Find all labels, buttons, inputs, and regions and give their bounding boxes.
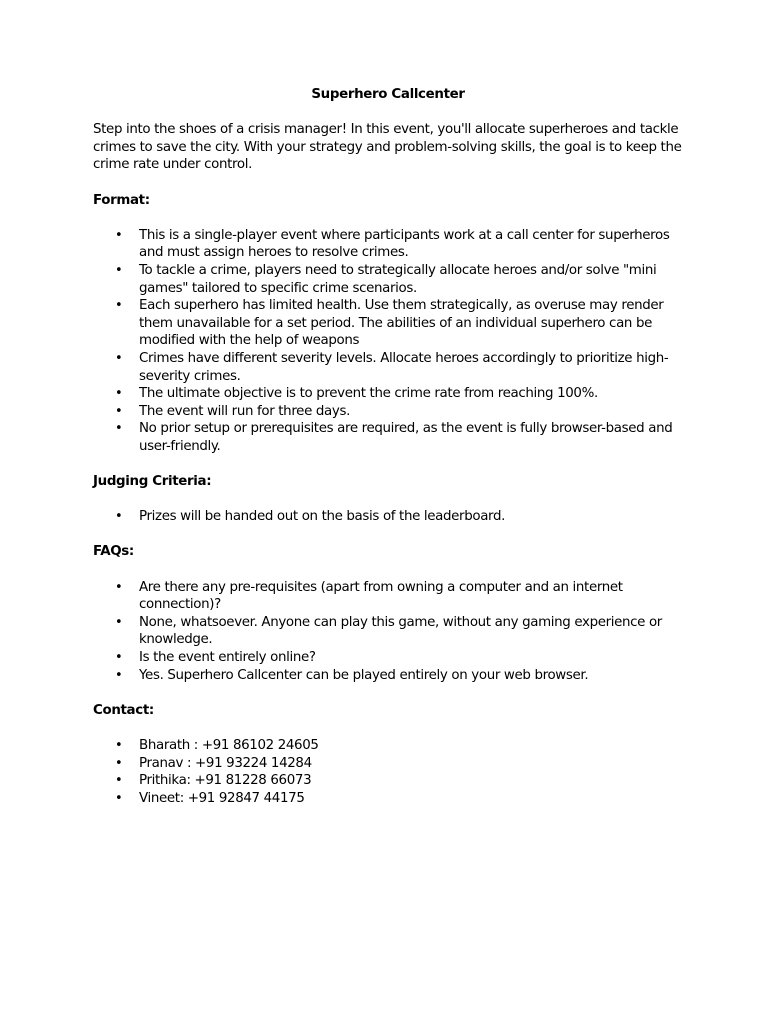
list-item: • No prior setup or prerequisites are required, as the event is fully browser-based and user-friendly. <box>139 420 683 455</box>
faqs-list <box>93 579 683 685</box>
document-page <box>93 86 683 825</box>
list-item: • Each superhero has limited health. Use them strategically, as overuse may render them unavailable for a set period. The abilities of an individual superhero can be modified with the help of weapons <box>139 297 683 350</box>
judging-list <box>93 508 683 526</box>
contact-item: • Pranav : +91 93224 14284 <box>139 755 683 773</box>
format-list <box>93 227 683 456</box>
contact-item: • Prithika: +91 81228 66073 <box>139 772 683 790</box>
contact-heading: Contact: <box>93 702 154 718</box>
document-title: Superhero Callcenter <box>311 87 465 102</box>
contact-list <box>93 737 683 807</box>
intro-paragraph: Step into the shoes of a crisis manager! In this event, you'll allocate superheroes and tackle crimes to save the city. With your strategy and problem-solving skills, the goal is to keep the crime rate under control. <box>93 122 682 173</box>
faqs-heading: FAQs: <box>93 544 134 560</box>
list-item: • To tackle a crime, players need to strategically allocate heroes and/or solve "mini games" tailored to specific crime scenarios. <box>139 262 683 297</box>
list-item: • The ultimate objective is to prevent the crime rate from reaching 100%. <box>139 385 683 403</box>
list-item: • Yes. Superhero Callcenter can be played entirely on your web browser. <box>139 667 683 685</box>
contact-item: • Bharath : +91 86102 24605 <box>139 737 683 755</box>
list-item: • Crimes have different severity levels. Allocate heroes accordingly to prioritize high-severity crimes. <box>139 350 683 385</box>
list-item: • Is the event entirely online? <box>139 649 683 667</box>
format-heading: Format: <box>93 192 150 208</box>
judging-heading: Judging Criteria: <box>93 474 212 490</box>
list-item: • This is a single-player event where participants work at a call center for superheros and must assign heroes to resolve crimes. <box>139 227 683 262</box>
list-item: • The event will run for three days. <box>139 403 683 421</box>
list-item: • Prizes will be handed out on the basis of the leaderboard. <box>139 508 683 526</box>
list-item: • None, whatsoever. Anyone can play this game, without any gaming experience or knowledge. <box>139 614 683 649</box>
contact-item: • Vineet: +91 92847 44175 <box>139 790 683 808</box>
list-item: • Are there any pre-requisites (apart from owning a computer and an internet connection)? <box>139 579 683 614</box>
